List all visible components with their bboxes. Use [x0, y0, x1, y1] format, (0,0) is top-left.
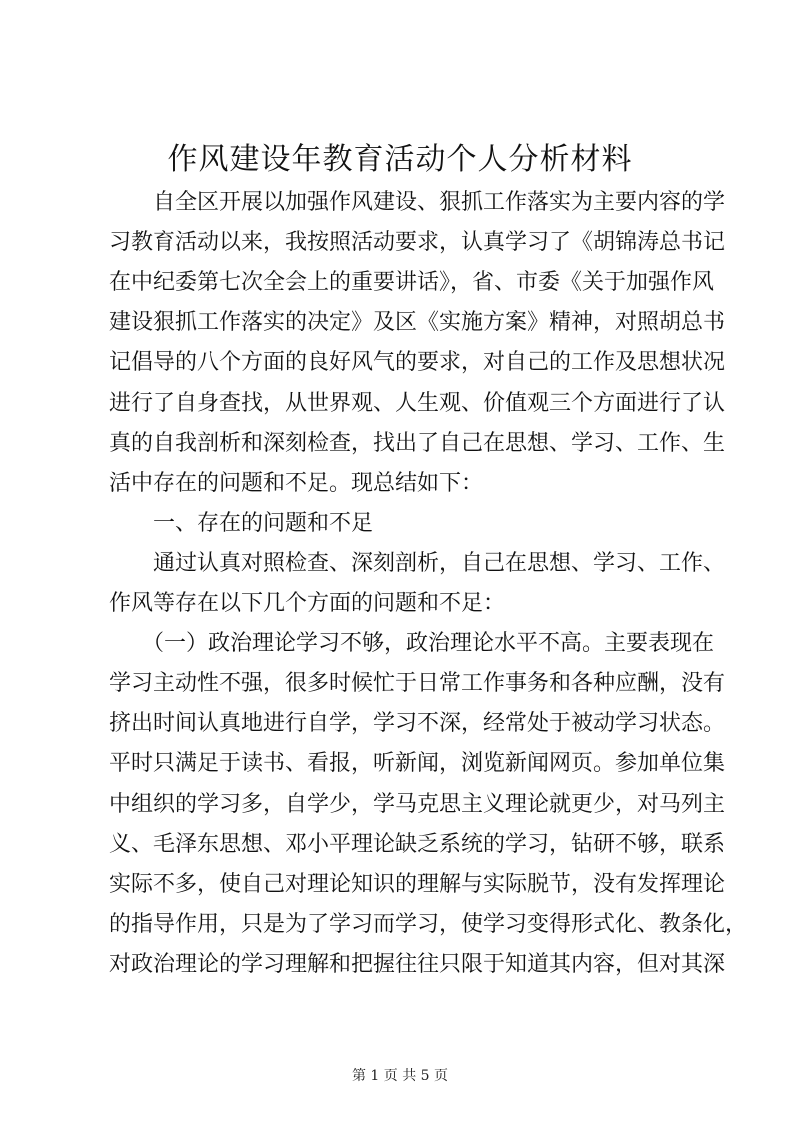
- body-line: 进行了自身查找，从世界观、人生观、价值观三个方面进行了认: [109, 391, 726, 416]
- body-line: 在中纪委第七次全会上的重要讲话》，省、市委《关于加强作风: [109, 270, 715, 295]
- body-line: 学习主动性不强，很多时候忙于日常工作事务和各种应酬，没有: [109, 671, 726, 696]
- body-line: 挤出时间认真地进行自学，学习不深，经常处于被动学习状态。: [109, 711, 726, 736]
- body-line: 作风等存在以下几个方面的问题和不足：: [109, 591, 506, 616]
- body-line: 中组织的学习多，自学少，学马克思主义理论就更少，对马列主: [109, 792, 726, 817]
- section-heading: 一、存在的问题和不足: [109, 511, 374, 536]
- body-line: 平时只满足于读书、看报，听新闻，浏览新闻网页。参加单位集: [109, 751, 726, 776]
- body-line: 习教育活动以来，我按照活动要求，认真学习了《胡锦涛总书记: [109, 230, 726, 255]
- body-line: 实际不多，使自己对理论知识的理解与实际脱节，没有发挥理论: [109, 872, 726, 897]
- body-line: 义、毛泽东思想、邓小平理论缺乏系统的学习，钻研不够，联系: [109, 832, 726, 857]
- body-line: 建设狠抓工作落实的决定》及区《实施方案》精神，对照胡总书: [109, 310, 726, 335]
- body-line: 记倡导的八个方面的良好风气的要求，对自己的工作及思想状况: [109, 350, 726, 375]
- body-line: 对政治理论的学习理解和把握往往只限于知道其内容，但对其深: [109, 952, 726, 977]
- body-line: 活中存在的问题和不足。现总结如下：: [109, 471, 484, 496]
- body-line: 通过认真对照检查、深刻剖析，自己在思想、学习、工作、: [109, 551, 726, 576]
- body-line: 的指导作用，只是为了学习而学习，使学习变得形式化、教条化，: [109, 912, 748, 937]
- body-line: 自全区开展以加强作风建设、狠抓工作落实为主要内容的学: [109, 190, 726, 215]
- document-title: 作风建设年教育活动个人分析材料: [167, 142, 633, 177]
- body-line: 真的自我剖析和深刻检查，找出了自己在思想、学习、工作、生: [109, 431, 726, 456]
- subsection-line: （一）政治理论学习不够，政治理论水平不高。主要表现在: [109, 631, 715, 656]
- page-number-footer: 第 1 页 共 5 页: [351, 1068, 449, 1084]
